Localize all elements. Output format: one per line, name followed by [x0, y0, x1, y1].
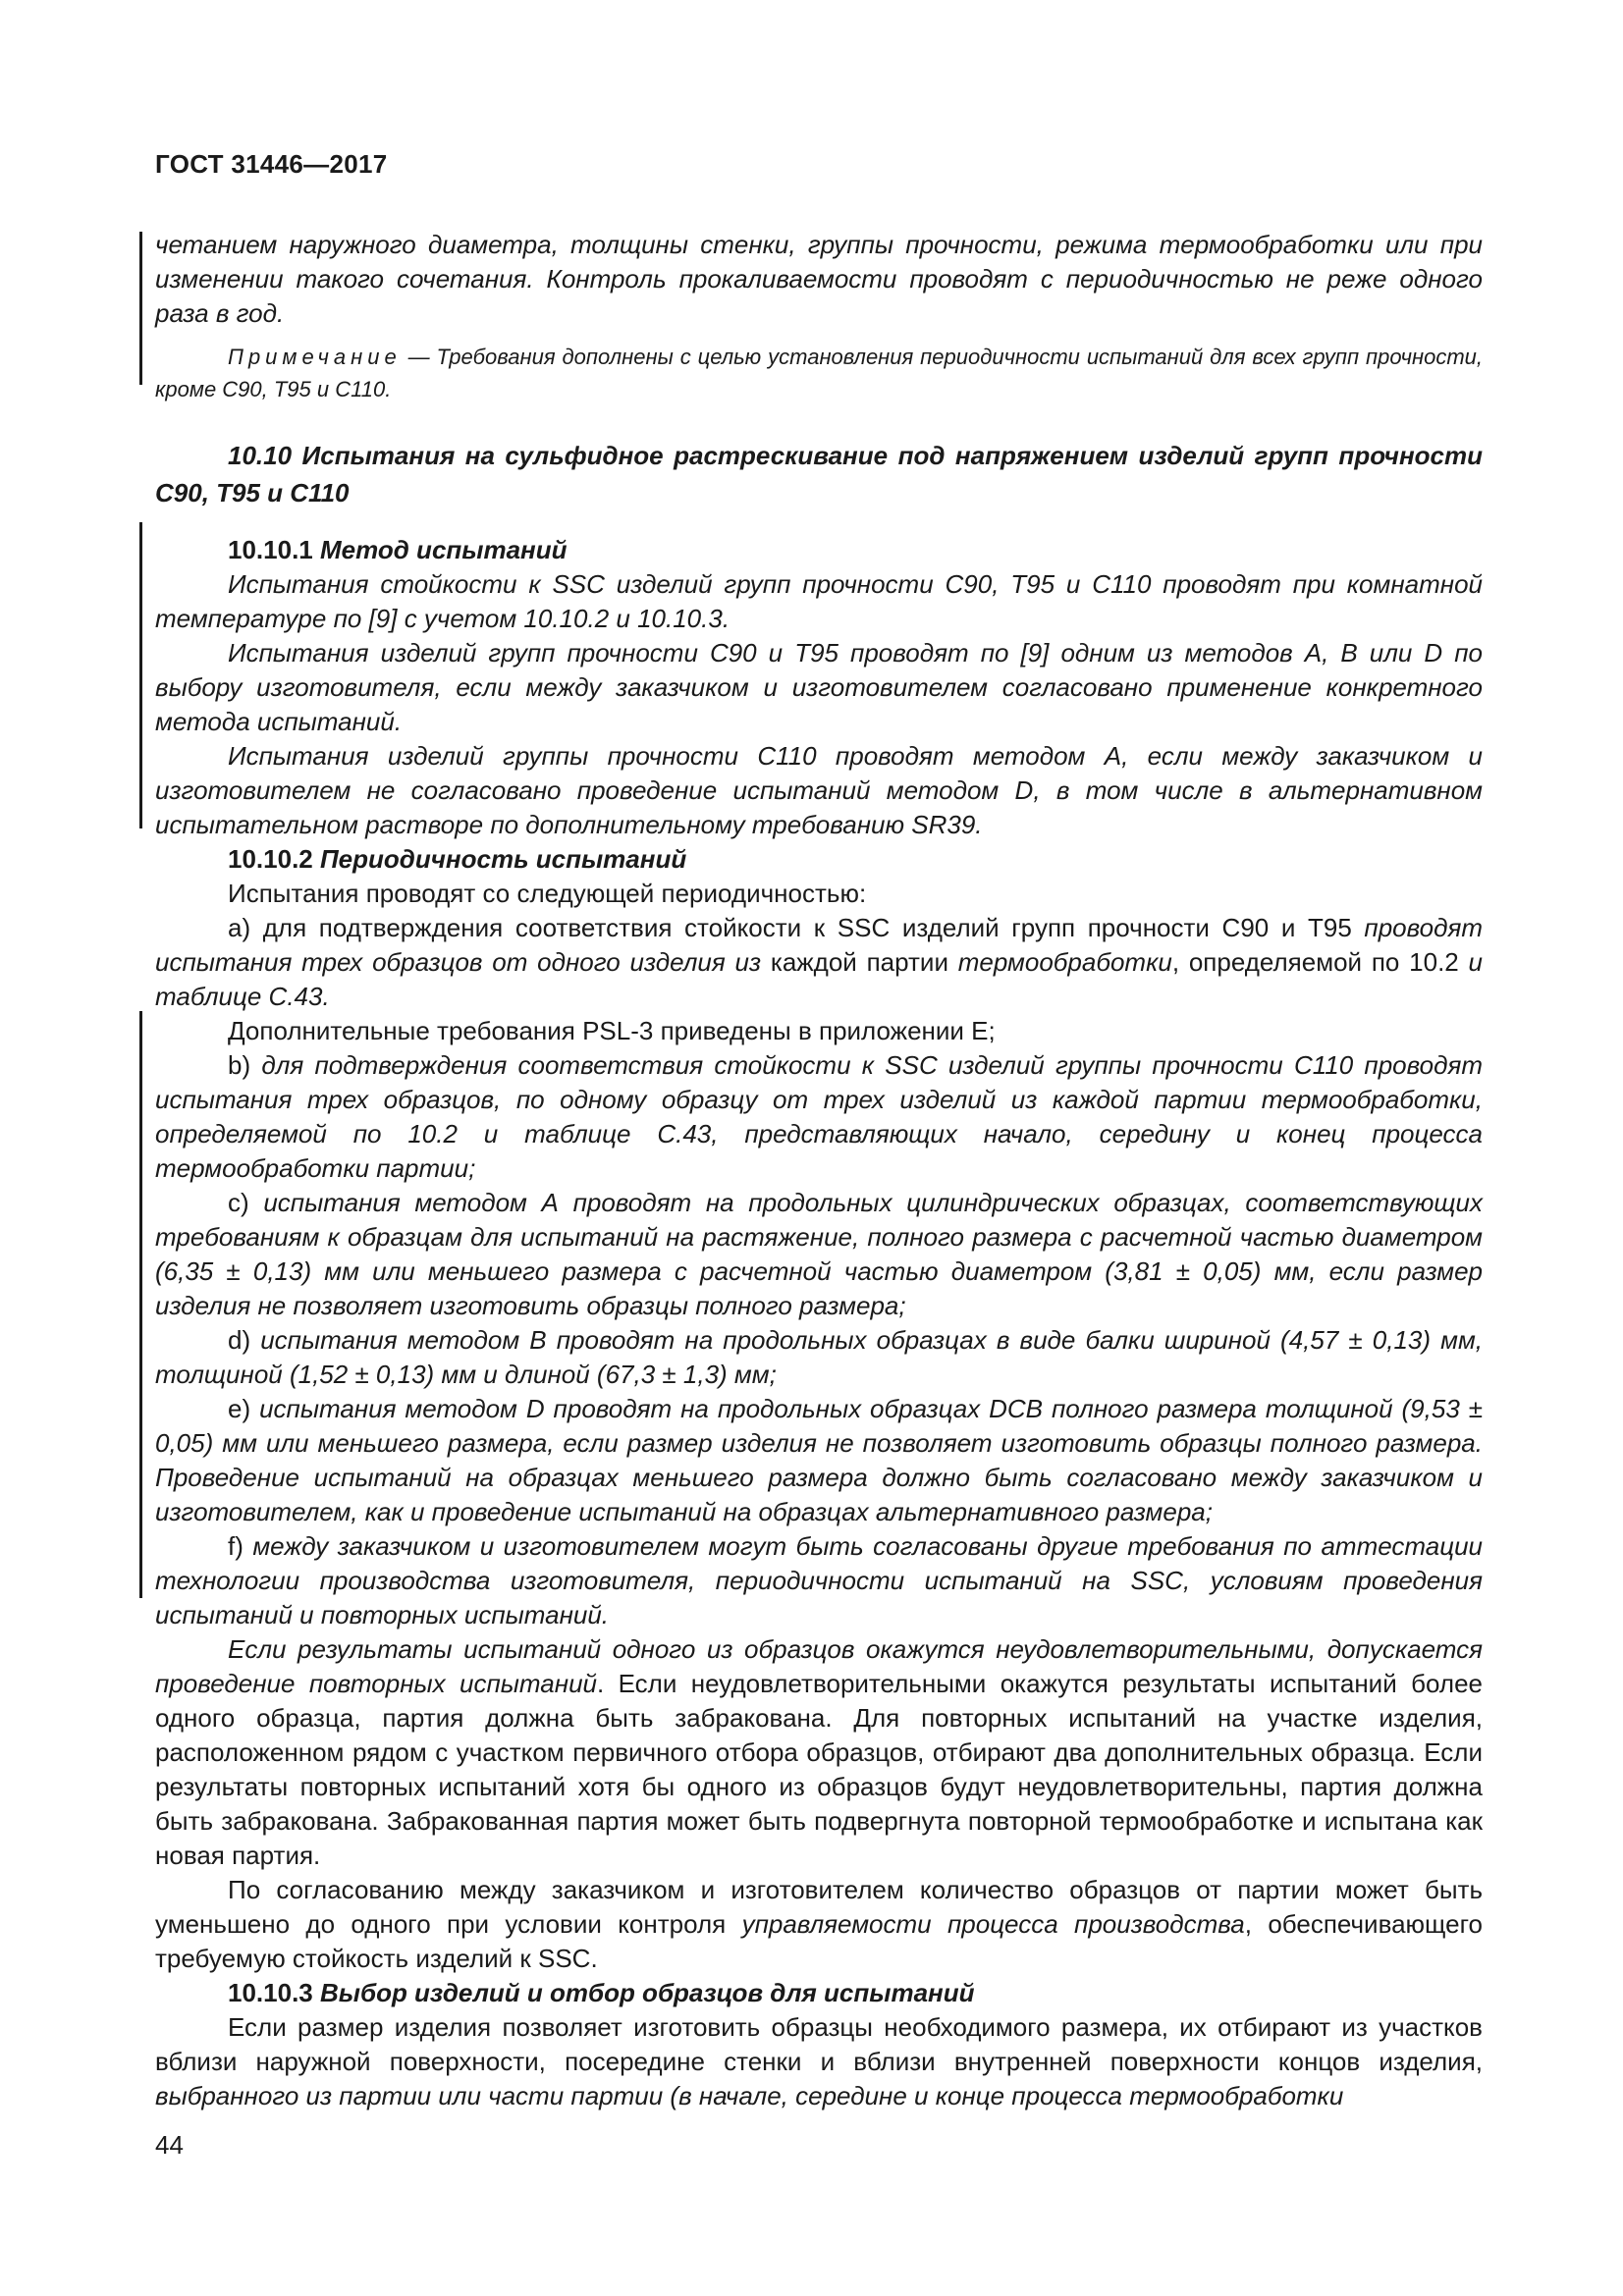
list-item-f: f) между заказчиком и изготовителем могут быть согласованы другие требования по аттестации технологии производства изготовителя, периодичности испытаний на SSC, условиям проведения испытаний и повторных испытаний. — [155, 1531, 1484, 1629]
change-bar-intro — [139, 232, 142, 385]
list-item-a: а) для подтверждения соответствия стойкости к SSC изделий групп прочности С90 и Т95 проводят испытания трех образцов от одного изделия из каждой партии термообработки, определяемой по 10.2 и таблице С.43. — [155, 913, 1483, 1011]
list-item-c: с) испытания методом А проводят на продольных цилиндрических образцах, соответствующих требованиям к образцам для испытаний на растяжение, полного размера с расчетной частью диаметром (6,35 ± 0,13) мм или меньшего размера с расчетной частью диаметром (3,81 ± 0,05) мм, если размер изделия не позволяет изготовить образцы полного размера; — [155, 1188, 1483, 1320]
list-item-d: d) испытания методом В проводят на продольных образцах в виде балки шириной (4,57 ± 0,13) мм, толщиной (1,52 ± 0,13) мм и длиной (67,3 ± 1,3) мм; — [155, 1325, 1483, 1389]
paragraph: Испытания проводят со следующей периодичностью: — [228, 879, 867, 908]
document-body — [155, 228, 1483, 2113]
page-number: 44 — [155, 2130, 184, 2160]
change-bar-10-10-1 — [139, 522, 142, 828]
paragraph: Дополнительные требования PSL-3 приведены в приложении Е; — [228, 1016, 996, 1045]
subsection-10-10-2-heading: 10.10.2 Периодичность испытаний — [228, 844, 687, 874]
paragraph: Испытания изделий групп прочности С90 и Т95 проводят по [9] одним из методов А, В или D по выбору изготовителя, если между заказчиком и изготовителем согласовано применение конкретного метода испытаний. — [155, 638, 1483, 736]
list-item-b: b) для подтверждения соответствия стойкости к SSC изделий группы прочности С110 проводят испытания трех образцов, по одному образцу от трех изделий из каждой партии термообработки, определяемой по 10.2 и таблице С.43, представляющих начало, середину и конец процесса термообработки партии; — [155, 1050, 1484, 1183]
paragraph: Испытания изделий группы прочности С110 проводят методом А, если между заказчиком и изготовителем не согласовано проведение испытаний методом D, в том числе в альтернативном испытательном растворе по дополнительному требованию SR39. — [155, 741, 1483, 839]
note — [155, 341, 1483, 405]
note-text: — Требования дополнены с целью установления периодичности испытаний для всех групп прочности, кроме С90, Т95 и С110. — [155, 345, 1483, 401]
subsection-10-10-1-heading: 10.10.1 Метод испытаний — [228, 535, 568, 564]
document-header: ГОСТ 31446—2017 — [155, 149, 388, 179]
section-10-10-title: 10.10 Испытания на сульфидное растрескивание под напряжением изделий групп прочности С90, Т95 и С110 — [155, 441, 1483, 507]
list-item-e: е) испытания методом D проводят на продольных образцах DCB полного размера толщиной (9,53 ± 0,05) мм или меньшего размера, если размер изделия не позволяет изготовить образцы полного размера. Проведение испытаний на образцах меньшего размера должно быть согласовано между заказчиком и изготовителем, как и проведение испытаний на образцах альтернативного размера; — [155, 1394, 1484, 1526]
subsection-10-10-3-heading: 10.10.3 Выбор изделий и отбор образцов для испытаний — [228, 1978, 975, 2007]
paragraph: Если размер изделия позволяет изготовить образцы необходимого размера, их отбирают из участков вблизи наружной поверхности, посередине стенки и вблизи внутренней поверхности концов изделия, выбранного из партии или части партии (в начале, середине и конце процесса термообработки — [155, 2012, 1483, 2110]
change-bar-items — [139, 1011, 142, 1598]
continuation-paragraph: четанием наружного диаметра, толщины стенки, группы прочности, режима термообработки или при изменении такого сочетания. Контроль прокаливаемости проводят с периодичностью не реже одного раза в год. — [155, 230, 1483, 328]
paragraph: По согласованию между заказчиком и изготовителем количество образцов от партии может быть уменьшено до одного при условии контроля управляемости процесса производства, обеспечивающего требуемую стойкость изделий к SSC. — [155, 1875, 1483, 1973]
paragraph: Испытания стойкости к SSC изделий групп прочности С90, Т95 и С110 проводят при комнатной температуре по [9] с учетом 10.10.2 и 10.10.3. — [155, 569, 1483, 633]
note-label: Примечание — [228, 345, 402, 369]
paragraph: Если результаты испытаний одного из образцов окажутся неудовлетворительными, допускается проведение повторных испытаний. Если неудовлетворительными окажутся результаты испытаний более одного образца, партия должна быть забракована. Для повторных испытаний на участке изделия, расположенном рядом с участком первичного отбора образцов, отбирают два дополнительных образца. Если результаты повторных испытаний хотя бы одного из образцов будут неудовлетворительны, партия должна быть забракована. Забракованная партия может быть подвергнута повторной термообработке и испытана как новая партия. — [155, 1634, 1483, 1870]
